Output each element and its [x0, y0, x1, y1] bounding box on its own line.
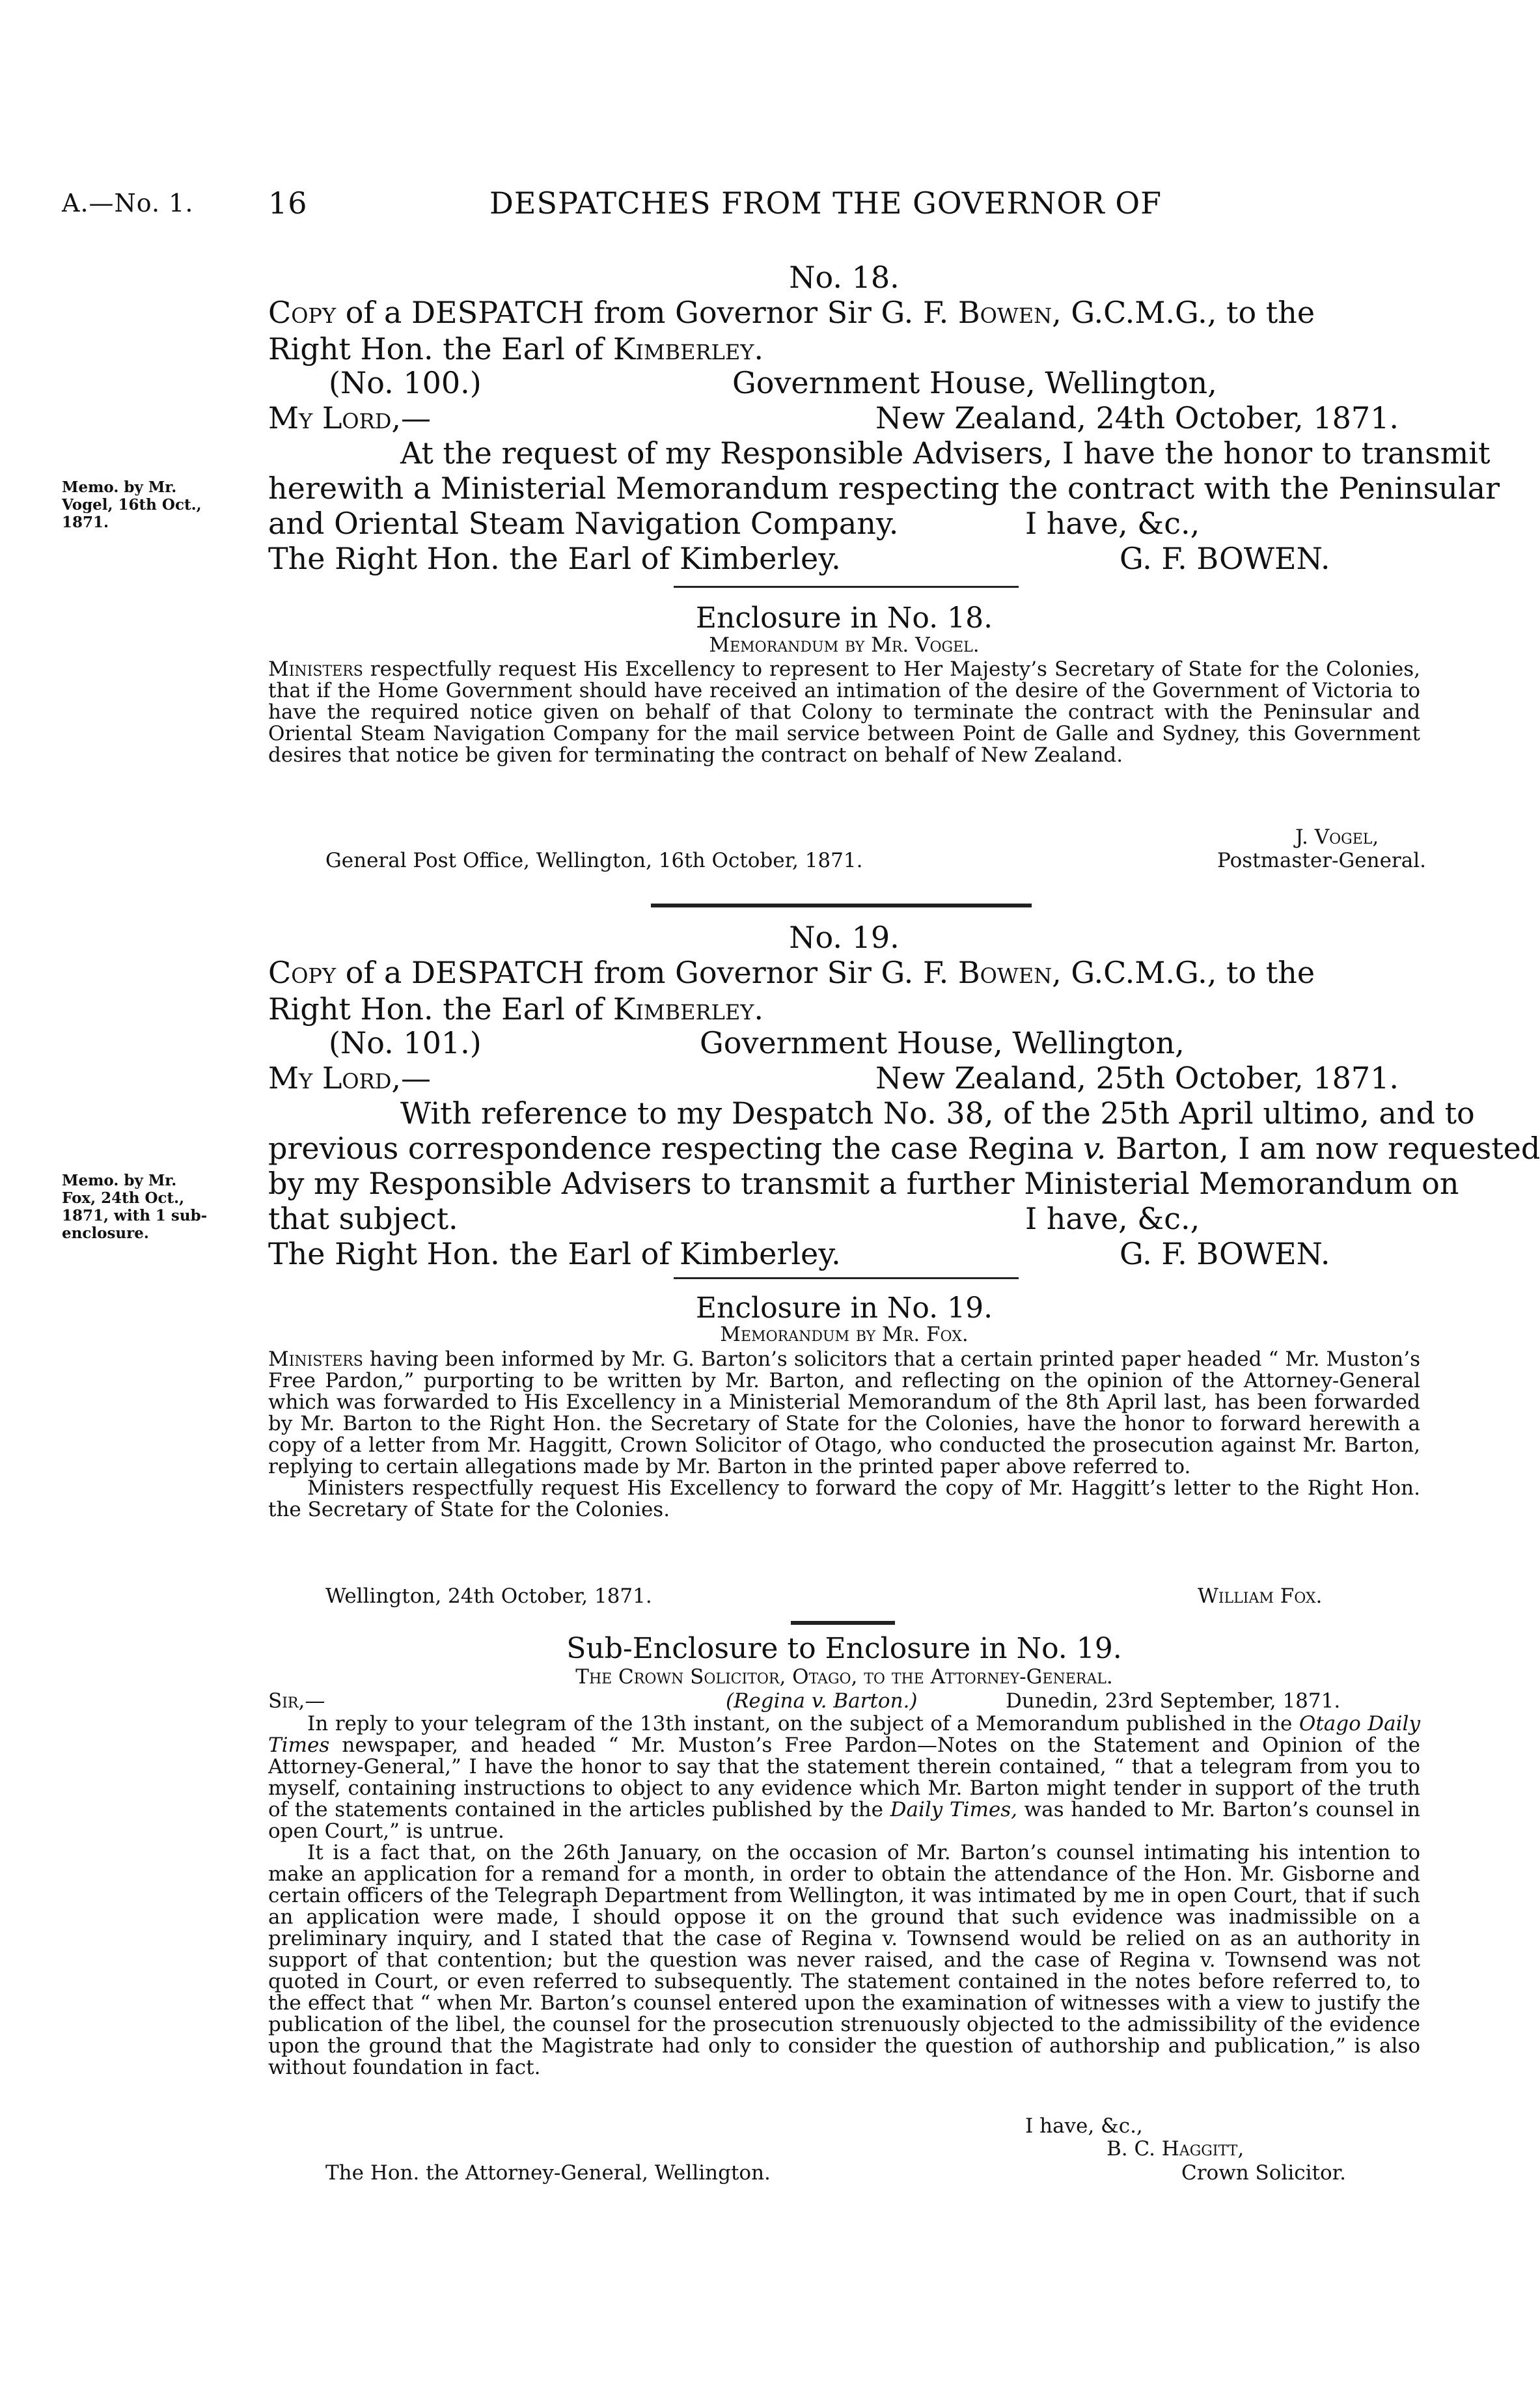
despatch-18-body-2: herewith a Ministerial Memorandum respecting the contract with the Peninsular — [268, 471, 1500, 506]
despatch-19-addressee: The Right Hon. the Earl of Kimberley. — [268, 1236, 841, 1271]
enclosure-18-subtitle: Memorandum by Mr. Vogel. — [709, 633, 980, 657]
divider-long — [651, 904, 1032, 907]
despatch-18-body-3: and Oriental Steam Navigation Company. — [268, 506, 899, 541]
despatch-18-close: I have, &c., — [1025, 506, 1200, 541]
enclosure-18-signature-title: Postmaster-General. — [1217, 849, 1427, 872]
despatch-18-ref: (No. 100.) — [329, 365, 482, 400]
despatch-18-margin-note: Memo. by Mr. Vogel, 16th Oct., 1871. — [62, 478, 202, 531]
despatch-19-heading-line2: Right Hon. the Earl of Kimberley. — [268, 991, 763, 1027]
despatch-18-salutation: My Lord,— — [268, 400, 432, 435]
despatch-18-addressee: The Right Hon. the Earl of Kimberley. — [268, 541, 841, 576]
running-header-title: DESPATCHES FROM THE GOVERNOR OF — [489, 186, 1162, 221]
despatch-19-body-3: by my Responsible Advisers to transmit a further Ministerial Memorandum on — [268, 1166, 1459, 1201]
enclosure-18-signature-name: J. Vogel, — [1295, 825, 1379, 849]
enclosure-19-text: Ministers having been informed by Mr. G. Barton’s solicitors that a certain printed paper headed “ Mr. Muston’s Free Pardon,” purporting to be written by Mr. Barton, and reflecting on the opinion of the Attorney-General which was forwarded to His Excellency in a Ministerial Memorandum of the 8th April last, has been forwarded by Mr. Barton to the Right Hon. the Secretary of State for the Colonies, have the honor to forward herewith a copy of a letter from Mr. Haggitt, Crown Solicitor of Otago, who conducted the prosecution against Mr. Barton, replying to certain allegations made by Mr. Barton in the printed paper above referred to. Ministers respectfully request His Excellency to forward the copy of Mr. Haggitt’s letter to the Right Hon. the Secretary of State for the Colonies. — [268, 1348, 1420, 1521]
enclosure-19-place-date: Wellington, 24th October, 1871. — [325, 1584, 652, 1608]
despatch-19-margin-note: Memo. by Mr. Fox, 24th Oct., 1871, with 1 sub- enclosure. — [62, 1172, 208, 1242]
sub-enclosure-signature-name: B. C. Haggitt, — [1107, 2137, 1244, 2161]
sub-enclosure-date: Dunedin, 23rd September, 1871. — [1006, 1689, 1341, 1713]
divider-short — [674, 586, 1019, 588]
enclosure-18-place-date: General Post Office, Wellington, 16th October, 1871. — [325, 849, 863, 872]
enclosure-19-title: Enclosure in No. 19. — [695, 1292, 993, 1325]
despatch-18-place: Government House, Wellington, — [732, 365, 1217, 400]
despatch-18-heading — [268, 294, 1420, 367]
despatch-19-number: No. 19. — [789, 920, 900, 955]
despatch-19-heading — [268, 954, 1420, 1027]
sub-enclosure-text: In reply to your telegram of the 13th instant, on the subject of a Memorandum published in the Otago Daily Times newspaper, and headed “ Mr. Muston’s Free Pardon—Notes on the Statement and Opinion of the Attorney-General,” I have the honor to say that the statement therein contained, “ that a telegram from you to myself, containing instructions to object to any evidence which Mr. Barton might tender in support of the truth of the statements contained in the articles published by the Daily Times, was handed to Mr. Barton’s counsel in open Court,” is untrue. It is a fact that, on the 26th January, on the occasion of Mr. Barton’s counsel intimating his intention to make an application for a remand for a month, in order to obtain the attendance of the Hon. Mr. Gisborne and certain officers of the Telegraph Department from Wellington, it was intimated by me in open Court, that if such an application were made, I should oppose it on the ground that such evidence was inadmissible on a preliminary inquiry, and I stated that the case of Regina v. Townsend would be relied on as an authority in support of that contention; but the question was never raised, and the case of Regina v. Townsend was not quoted in Court, or even referred to subsequently. The statement contained in the notes before referred to, to the effect that “ when Mr. Barton’s counsel entered upon the examination of witnesses with a view to justify the publication of the libel, the counsel for the prosecution strenuously objected to the admissibility of the evidence upon the ground that the Magistrate had only to consider the question of authorship and publication,” is also without foundation in fact. — [268, 1712, 1420, 2079]
sub-enclosure-salutation: Sir,— — [268, 1689, 325, 1713]
enclosure-18-title: Enclosure in No. 18. — [695, 601, 993, 635]
despatch-18-signature: G. F. BOWEN. — [1120, 541, 1330, 576]
sub-enclosure-subtitle: The Crown Solicitor, Otago, to the Attorney-General. — [575, 1665, 1113, 1689]
despatch-18-heading-line1: Copy of a DESPATCH from Governor Sir G. F. Bowen, G.C.M.G., to the — [268, 295, 1315, 330]
despatch-18-date: New Zealand, 24th October, 1871. — [875, 400, 1399, 435]
running-header-left: A.—No. 1. — [62, 189, 194, 217]
despatch-19-signature: G. F. BOWEN. — [1120, 1236, 1330, 1271]
sub-enclosure-case: (Regina v. Barton.) — [726, 1689, 918, 1713]
sub-enclosure-title: Sub-Enclosure to Enclosure in No. 19. — [566, 1632, 1122, 1665]
divider-short — [674, 1277, 1019, 1279]
page-number: 16 — [268, 186, 308, 221]
despatch-19-date: New Zealand, 25th October, 1871. — [875, 1060, 1399, 1096]
sub-enclosure-addressee: The Hon. the Attorney-General, Wellington. — [325, 2161, 771, 2185]
despatch-18-heading-line2: Right Hon. the Earl of Kimberley. — [268, 331, 763, 366]
despatch-19-body-4: that subject. — [268, 1201, 458, 1236]
sub-enclosure-signature-title: Crown Solicitor. — [1181, 2161, 1346, 2185]
despatch-19-close: I have, &c., — [1025, 1201, 1200, 1236]
despatch-19-body-1: With reference to my Despatch No. 38, of the 25th April ultimo, and to — [400, 1096, 1475, 1131]
despatch-19-heading-line1: Copy of a DESPATCH from Governor Sir G. F. Bowen, G.C.M.G., to the — [268, 955, 1315, 990]
enclosure-19-signature: William Fox. — [1198, 1584, 1323, 1608]
despatch-18-body-1: At the request of my Responsible Advisers, I have the honor to transmit — [400, 435, 1491, 471]
despatch-19-salutation: My Lord,— — [268, 1060, 432, 1096]
despatch-19-ref: (No. 101.) — [329, 1025, 482, 1060]
enclosure-18-text: Ministers respectfully request His Excellency to represent to Her Majesty’s Secretary of State for the Colonies, that if the Home Government should have received an intimation of the desire of the Government of Victoria to have the required notice given on behalf of that Colony to terminate the contract with the Peninsular and Oriental Steam Navigation Company for the mail service between Point de Galle and Sydney, this Government desires that notice be given for terminating the contract on behalf of New Zealand. — [268, 657, 1420, 767]
despatch-19-place: Government House, Wellington, — [700, 1025, 1185, 1060]
despatch-19-body-2: previous correspondence respecting the case Regina v. Barton, I am now requested — [268, 1131, 1540, 1166]
divider-long — [791, 1621, 895, 1625]
enclosure-19-subtitle: Memorandum by Mr. Fox. — [720, 1323, 969, 1346]
sub-enclosure-close: I have, &c., — [1025, 2114, 1143, 2138]
despatch-18-number: No. 18. — [789, 260, 900, 295]
